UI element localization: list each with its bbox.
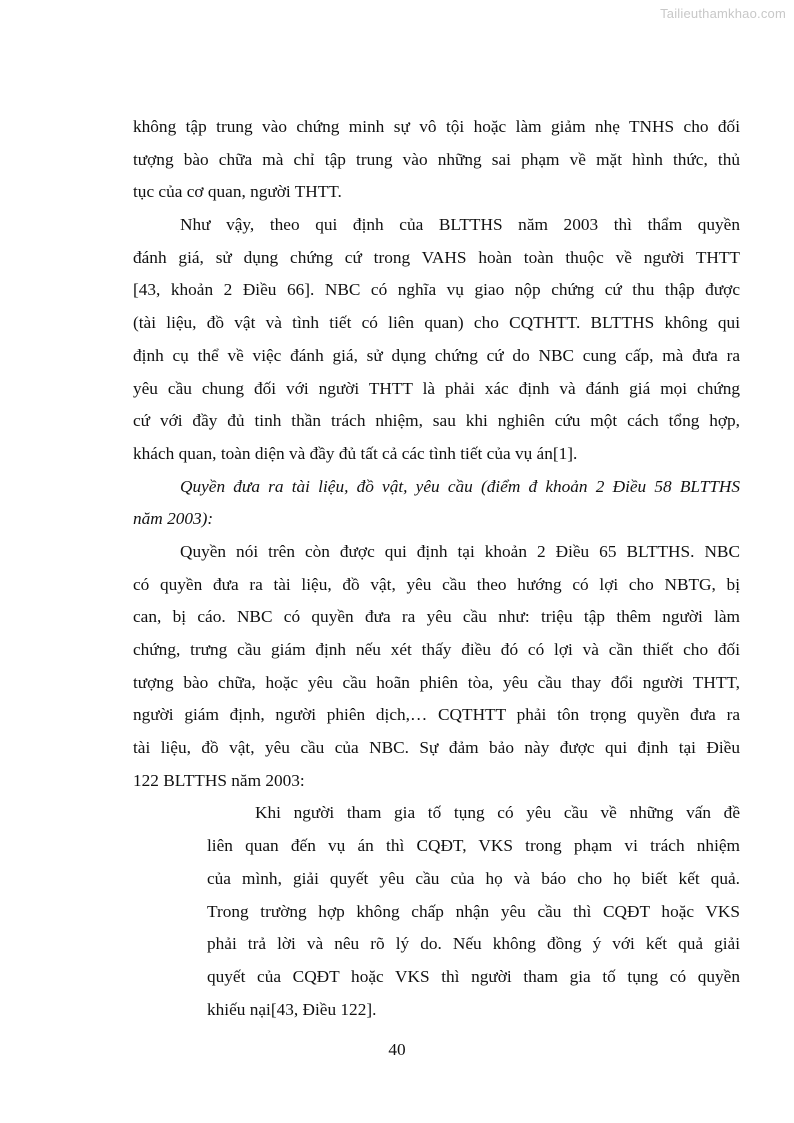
text-line: Như vậy, theo qui định của BLTTHS năm 2003 thì thẩm quyền (180, 215, 740, 235)
text-line: cứ với đầy đủ tinh thần trách nhiệm, sau khi nghiên cứu một cách tổng hợp, (133, 411, 740, 431)
block-quote (207, 797, 740, 1026)
document-body (133, 111, 740, 1026)
paragraph (133, 111, 740, 209)
text-line: tài liệu, đồ vật, yêu cầu của NBC. Sự đảm bảo này được qui định tại Điều (133, 738, 740, 758)
text-line: Quyền nói trên còn được qui định tại khoản 2 Điều 65 BLTTHS. NBC (180, 541, 740, 561)
text-line: can, bị cáo. NBC có quyền đưa ra yêu cầu như: triệu tập thêm người làm (133, 607, 740, 627)
text-line: quyết của CQĐT hoặc VKS thì người tham gia tố tụng có quyền (207, 966, 740, 986)
text-line: tục của cơ quan, người THTT. (133, 182, 342, 202)
text-line: tượng bào chữa, hoặc yêu cầu hoãn phiên tòa, yêu cầu thay đổi người THTT, (133, 672, 740, 692)
italic-subheading (133, 471, 740, 536)
text-line: chứng, trưng cầu giám định nếu xét thấy điều đó có lợi và cần thiết cho đối (133, 640, 740, 659)
text-line: người giám định, người phiên dịch,… CQTHTT phải tôn trọng quyền đưa ra (133, 705, 740, 725)
text-line: yêu cầu chung đối với người THTT là phải xác định và đánh giá mọi chứng (133, 378, 740, 398)
text-line: khiếu nại[43, Điều 122]. (207, 999, 377, 1019)
text-line: [43, khoản 2 Điều 66]. NBC có nghĩa vụ giao nộp chứng cứ thu thập được (133, 280, 740, 300)
text-line: Quyền đưa ra tài liệu, đồ vật, yêu cầu (điểm đ khoản 2 Điều 58 BLTTHS (180, 476, 740, 496)
text-line: 122 BLTTHS năm 2003: (133, 770, 305, 790)
text-line: định cụ thể về việc đánh giá, sử dụng chứng cứ do NBC cung cấp, mà đưa ra (133, 345, 740, 365)
text-line: tượng bào chữa mà chỉ tập trung vào những sai phạm về mặt hình thức, thủ (133, 149, 740, 169)
paragraph (133, 536, 740, 798)
text-line: đánh giá, sử dụng chứng cứ trong VAHS hoàn toàn thuộc về người THTT (133, 247, 740, 267)
text-line: năm 2003): (133, 509, 214, 529)
text-line: của mình, giải quyết yêu cầu của họ và báo cho họ biết kết quả. (207, 868, 740, 888)
text-line: liên quan đến vụ án thì CQĐT, VKS trong phạm vi trách nhiệm (207, 836, 740, 856)
text-line: Trong trường hợp không chấp nhận yêu cầu thì CQĐT hoặc VKS (207, 901, 740, 921)
paragraph (133, 209, 740, 471)
text-line: phải trả lời và nêu rõ lý do. Nếu không đồng ý với kết quả giải (207, 934, 740, 954)
text-line: Khi người tham gia tố tụng có yêu cầu về những vấn đề (255, 803, 740, 823)
watermark: Tailieuthamkhao.com (660, 6, 786, 21)
page-number: 40 (388, 1040, 406, 1059)
text-line: (tài liệu, đồ vật và tình tiết có liên quan) cho CQTHTT. BLTTHS không qui (133, 313, 740, 333)
text-line: không tập trung vào chứng minh sự vô tội hoặc làm giảm nhẹ TNHS cho đối (133, 117, 740, 136)
text-line: khách quan, toàn diện và đầy đủ tất cả các tình tiết của vụ án[1]. (133, 443, 578, 463)
text-line: có quyền đưa ra tài liệu, đồ vật, yêu cầu theo hướng có lợi cho NBTG, bị (133, 574, 740, 594)
